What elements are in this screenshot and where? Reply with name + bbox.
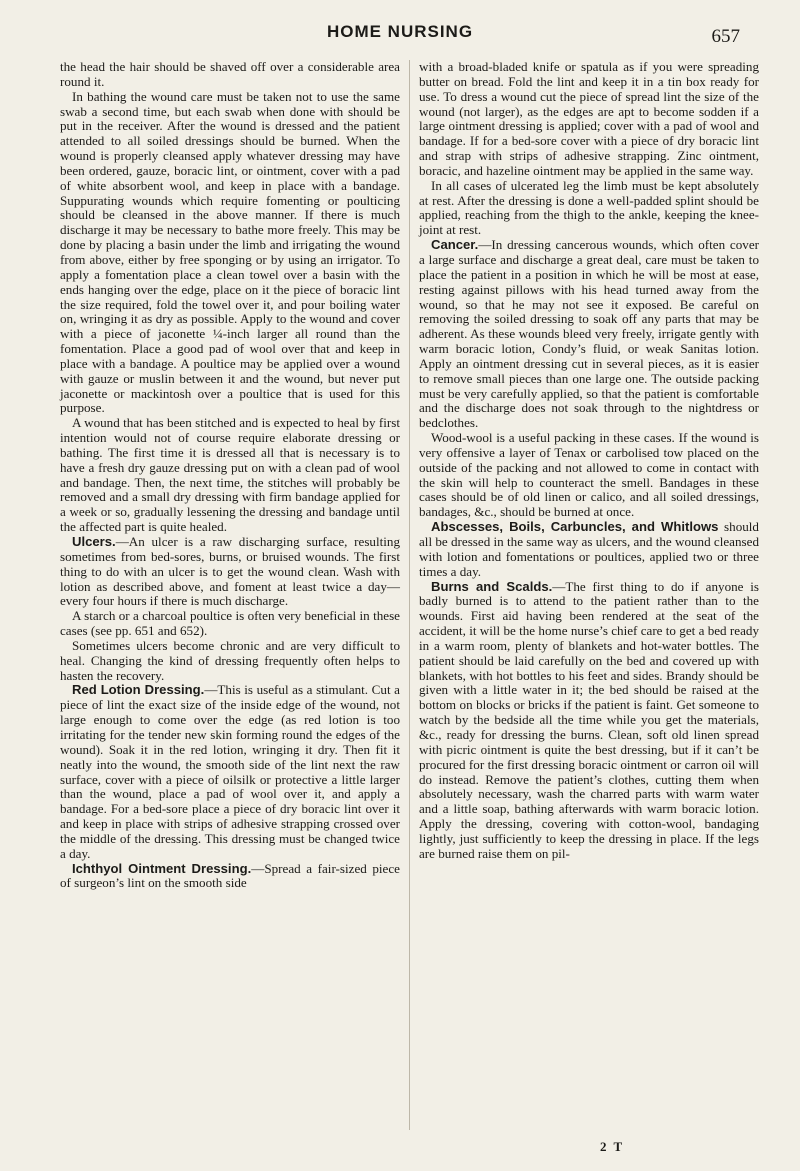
- paragraph: [60, 90, 400, 417]
- section-heading: Red Lotion Dressing.: [72, 682, 205, 698]
- section-heading: Ulcers.: [72, 534, 116, 549]
- paragraph: [60, 639, 400, 684]
- section-heading: Burns and Scalds.: [431, 578, 553, 594]
- paragraph: [419, 431, 759, 520]
- paragraph-text: —This is useful as a stimulant. Cut a piece of lint the exact size of the inside edge of the wound, not large enough to come over the edge (as red lotion is too irritating for the tender new skin forming round the edges of the wound). Soak it in the red lotion, wringing it dry. Then fit it neatly into the wound, the smooth side of the lint next the raw surface, cover with a piece of oilsilk or protective a little larger than the wound, place a pad of wool over it, and apply a bandage. For a bed-sore place a piece of dry boracic lint over it and keep in place with strips of adhesive strapping crossed over the middle of the dressing. This dressing must be changed twice a day.: [60, 682, 400, 861]
- section-heading: Cancer.: [431, 237, 479, 253]
- text-columns: [60, 60, 759, 1130]
- paragraph-text: —In dressing cancerous wounds, which often cover a large surface and discharge a great deal, care must be taken to place the patient in a position in which he will be most at ease, resting against pillows with his head turned away from the wound, so that he may not see it exposed. Be careful on removing the soiled dressing to soak off any parts that may be adherent. As these wounds bleed very freely, irrigate gently with warm boracic lotion, Condy’s fluid, or weak Sanitas lotion. Apply an ointment dressing cut in several pieces, as it is easier to remove small pieces than one large one. The outside packing must be very carefully applied, so that the patient is comfortable and the discharge does not soak through to the nightdress or bedclothes.: [419, 237, 759, 431]
- paragraph-text: should all be dressed in the same way as ulcers, and the wound cleansed with lotion and fomentations or poultices, applied two or three times a day.: [419, 519, 759, 579]
- paragraph: [60, 60, 400, 90]
- paragraph: [419, 179, 759, 238]
- paragraph-text: In bathing the wound care must be taken not to use the same swab a second time, but each swab when done with should be put in the receiver. After the wound is dressed and the patient attended to all soiled dressings should be burned. When the wound is properly cleansed apply whatever dressing may have been ordered, gauze, boracic lint, or ointment, cover with a pad of white absorbent wool, and keep in place with a bandage. Suppurating wounds which require fomenting or poulticing should be cleansed in the above manner. If there is much discharge it may be necessary to bathe more freely. This may be done by placing a basin under the limb and irrigating the wound from above, either by free sponging or by using an irrigator. To apply a fomentation place a clean towel over a basin with the ends hanging over the edge, place on it the piece of boracic lint the size required, fold the towel over it, and pour boiling water on, wringing it as dry as possible. Apply to the wound and cover with a piece of jaconette ¼-inch larger all round than the fomentation. Place a good pad of wool over that and keep in place with a bandage. A poultice may be applied over a wound with gauze or muslin between it and the wound, but never put jaconette or mackintosh over a poultice that is used for this purpose.: [60, 88, 400, 416]
- right-column: [419, 60, 759, 1130]
- section-paragraph: [419, 520, 759, 579]
- paragraph-text: —Spread a fair-sized piece of surgeon’s lint on the smooth side: [60, 860, 400, 891]
- paragraph: [419, 60, 759, 179]
- paragraph-text: A wound that has been stitched and is expected to heal by first intention would not of course require elaborate dressing or bathing. The first time it is dressed all that is necessary is to have a fresh dry gauze dressing put on with a clean pad of wool and bandage. Then, the next time, the stitches will probably be removed and a small dry dressing with firm bandage applied for a week or so, gradually lessening the dressing and bandage until the affected part is quite healed.: [60, 415, 400, 535]
- paragraph-text: with a broad-bladed knife or spatula as if you were spreading butter on bread. Fold the lint and keep it in a tin box ready for use. To dress a wound cut the piece of spread lint the size of the wound (not larger), as the edges are apt to become sodden if a large ointment dressing is applied; cover with a pad of wool and bandage. If for a bed-sore cover with a piece of dry boracic lint and strap with strips of adhesive strapping. Zinc ointment, boracic, and hazeline ointment may be applied in the same way.: [419, 59, 759, 178]
- paragraph-text: —The first thing to do if anyone is badly burned is to attend to the patient rather than to the wounds. First aid having been rendered at the seat of the accident, it will be the home nurse’s chief care to get a bed ready in a warm room, plenty of blankets and hot-water bottles. The patient should be laid carefully on the bed and covered up with blankets, with hot bottles to his feet and sides. Brandy should be given with a little water in it; the bed should be raised at the bottom on blocks or bricks if the patient is faint. Get someone to watch by the bedside all the time while you get the materials, &c., ready for dressing the burns. Clean, soft old linen spread with picric ointment is quite the best dressing, but if it can’t be procured for the first dressing boracic ointment or carron oil will do instead. Remove the patient’s clothes, cutting them when absolutely necessary, wash the charred parts with warm water and a little soap, bathing afterwards with warm boracic lotion. Apply the dressing, covering with cotton-wool, bandaging lightly, just sufficiently to keep the dressing in place. If the legs are burned raise them on pil-: [419, 578, 759, 861]
- paragraph-text: In all cases of ulcerated leg the limb must be kept absolutely at rest. After the dressing is done a well-padded splint should be applied, reaching from the thigh to the ankle, keeping the knee-joint at rest.: [419, 177, 759, 238]
- section-paragraph: [60, 862, 400, 892]
- section-paragraph: [419, 238, 759, 431]
- paragraph-text: A starch or a charcoal poultice is often very beneficial in these cases (see pp. 651 and 652).: [60, 608, 400, 639]
- section-heading: Ichthyol Ointment Dressing.: [72, 860, 252, 876]
- section-paragraph: [419, 580, 759, 862]
- page-number: 657: [711, 26, 740, 47]
- paragraph-text: Wood-wool is a useful packing in these cases. If the wound is very offensive a layer of Tenax or carbolised tow placed on the outside of the packing and not allowed to come in contact with the skin will help to counteract the smell. Bandages in these cases should be of old linen or calico, and all soiled dressings, bandages, &c., should be burned at once.: [419, 430, 759, 520]
- section-paragraph: [60, 535, 400, 609]
- section-heading: Abscesses, Boils, Carbuncles, and Whitlows: [431, 519, 719, 535]
- paragraph: [60, 416, 400, 535]
- column-divider: [409, 60, 410, 1130]
- paragraph-text: Sometimes ulcers become chronic and are very difficult to heal. Changing the kind of dressing frequently often helps to hasten the recovery.: [60, 637, 400, 683]
- paragraph-text: the head the hair should be shaved off over a considerable area round it.: [60, 59, 400, 89]
- printer-signature: 2 T: [600, 1139, 625, 1154]
- running-title: HOME NURSING: [326, 22, 474, 41]
- paragraph-text: —An ulcer is a raw discharging surface, resulting sometimes from bed-sores, burns, or bruised wounds. The first thing to do with an ulcer is to get the wound clean. Wash with lotion as described above, and foment at least twice a day—every four hours if there is much discharge.: [60, 534, 400, 609]
- section-paragraph: [60, 683, 400, 861]
- paragraph: [60, 609, 400, 639]
- left-column: [60, 60, 400, 1130]
- page-header: [60, 22, 740, 52]
